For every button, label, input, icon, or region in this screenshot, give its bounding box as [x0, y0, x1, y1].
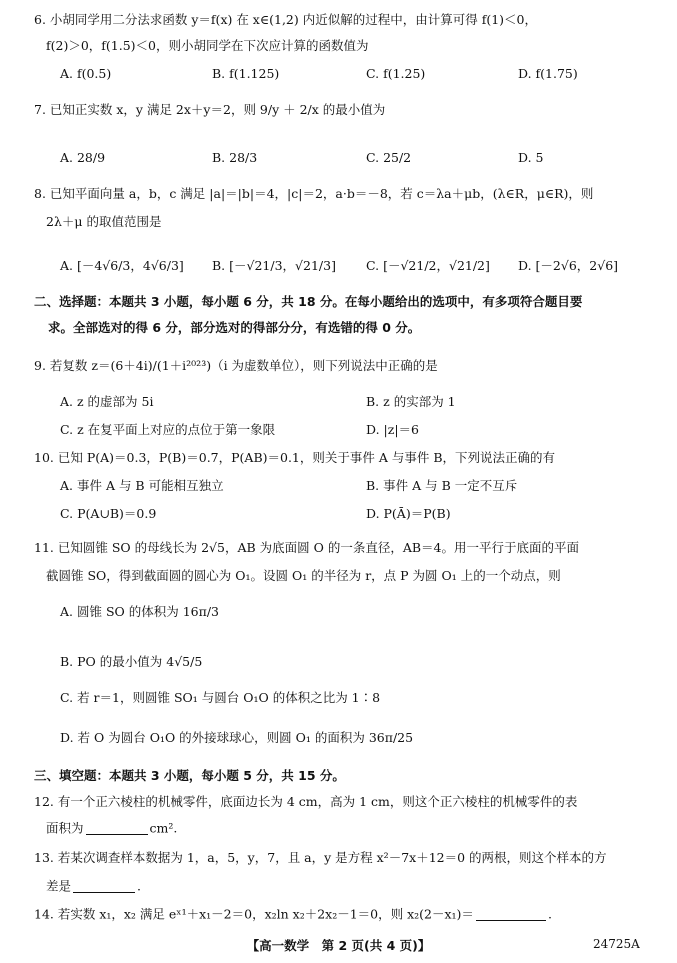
q10-option-c: C. P(A∪B)＝0.9	[60, 506, 157, 521]
q10-option-b: B. 事件 A 与 B 一定不互斥	[366, 478, 518, 493]
q7-option-d: D. 5	[518, 150, 544, 165]
q8-options	[0, 258, 677, 273]
q11-option-c: C. 若 r＝1，则圆锥 SO₁ 与圆台 O₁O 的体积之比为 1∶8	[60, 690, 381, 705]
q6-option-a: A. f(0.5)	[60, 66, 112, 81]
page-footer: 【高一数学 第 2 页(共 4 页)】	[246, 938, 431, 953]
q9-option-b: B. z 的实部为 1	[366, 394, 456, 409]
q13-answer-blank[interactable]	[73, 880, 135, 893]
exam-code: 24725A	[593, 937, 640, 951]
q9-options-row1	[0, 394, 677, 409]
q7-option-c: C. 25/2	[366, 150, 412, 165]
q8-option-c: C. [－√21/2，√21/2]	[366, 258, 490, 273]
q6-stem-line2: f(2)＞0，f(1.5)＜0，则小胡同学在下次应计算的函数值为	[46, 38, 369, 53]
q10-option-d: D. P(Ā)＝P(B)	[366, 506, 451, 521]
q11-stem-line2: 截圆锥 SO，得到截面圆的圆心为 O₁。设圆 O₁ 的半径为 r，点 P 为圆 O₁ 上的一个动点，则	[46, 568, 561, 583]
q6-stem-line1: 6. 小胡同学用二分法求函数 y＝f(x) 在 x∈(1,2) 内近似解的过程中，由计算可得 f(1)＜0，	[34, 12, 537, 27]
q12-unit: cm².	[149, 820, 178, 836]
q11-option-a: A. 圆锥 SO 的体积为 16π/3	[60, 604, 219, 619]
q13-text-before-blank: 差是	[46, 878, 72, 894]
section3-heading: 三、填空题：本题共 3 小题，每小题 5 分，共 15 分。	[34, 768, 345, 783]
q11-option-d: D. 若 O 为圆台 O₁O 的外接球球心，则圆 O₁ 的面积为 36π/25	[60, 730, 414, 745]
q11-stem-line1: 11. 已知圆锥 SO 的母线长为 2√5，AB 为底面圆 O 的一条直径，AB＝4。用一平行于底面的平面	[34, 540, 580, 555]
q8-stem-line1: 8. 已知平面向量 a，b，c 满足 |a|＝|b|＝4，|c|＝2，a·b＝－8，若 c＝λa＋μb，(λ∈R，μ∈R)，则	[34, 186, 594, 201]
q9-stem: 9. 若复数 z＝(6＋4i)/(1＋i²⁰²³)（i 为虚数单位），则下列说法中正确的是	[34, 358, 438, 373]
q14-text: 14. 若实数 x₁，x₂ 满足 eˣ¹＋x₁－2＝0，x₂ln x₂＋2x₂－1＝0，则 x₂(2－x₁)＝	[34, 906, 474, 922]
q7-option-a: A. 28/9	[60, 150, 106, 165]
q8-option-a: A. [－4√6/3，4√6/3]	[60, 258, 184, 273]
q11-option-b: B. PO 的最小值为 4√5/5	[60, 654, 203, 669]
q8-stem-line2: 2λ＋μ 的取值范围是	[46, 214, 162, 229]
q13-stem-line1: 13. 若某次调查样本数据为 1，a，5，y，7，且 a，y 是方程 x²－7x＋12＝0 的两根，则这个样本的方	[34, 850, 607, 865]
q7-option-b: B. 28/3	[212, 150, 258, 165]
q14-period: .	[547, 906, 552, 922]
q6-options	[0, 66, 677, 81]
q10-option-a: A. 事件 A 与 B 可能相互独立	[60, 478, 224, 493]
q7-options	[0, 150, 677, 165]
q9-option-c: C. z 在复平面上对应的点位于第一象限	[60, 422, 276, 437]
q8-option-d: D. [－2√6，2√6]	[518, 258, 619, 273]
q13-period: .	[137, 878, 141, 894]
q12-answer-blank[interactable]	[86, 822, 148, 835]
q12-text-before-blank: 面积为	[46, 820, 84, 836]
q6-option-d: D. f(1.75)	[518, 66, 578, 81]
q9-option-d: D. |z|＝6	[366, 422, 419, 437]
q6-option-c: C. f(1.25)	[366, 66, 426, 81]
section2-heading-line1: 二、选择题：本题共 3 小题，每小题 6 分，共 18 分。在每小题给出的选项中，有多项符合题目要	[34, 294, 583, 309]
q8-option-b: B. [－√21/3，√21/3]	[212, 258, 336, 273]
section2-heading-line2: 求。全部选对的得 6 分，部分选对的得部分分，有选错的得 0 分。	[48, 320, 421, 335]
q14-stem	[34, 908, 552, 921]
q12-stem-line1: 12. 有一个正六棱柱的机械零件，底面边长为 4 cm，高为 1 cm，则这个正六棱柱的机械零件的表	[34, 794, 578, 809]
q7-stem: 7. 已知正实数 x，y 满足 2x＋y＝2，则 9/y ＋ 2/x 的最小值为	[34, 102, 386, 117]
q10-options-row2	[0, 506, 677, 521]
q14-answer-blank[interactable]	[476, 908, 546, 921]
q9-option-a: A. z 的虚部为 5i	[60, 394, 154, 409]
q12-stem-line2	[46, 822, 177, 835]
q10-stem: 10. 已知 P(A)＝0.3，P(B)＝0.7，P(AB)＝0.1，则关于事件 A 与事件 B，下列说法正确的有	[34, 450, 556, 465]
q6-option-b: B. f(1.125)	[212, 66, 280, 81]
q9-options-row2	[0, 422, 677, 437]
q13-stem-line2	[46, 880, 141, 893]
q10-options-row1	[0, 478, 677, 493]
